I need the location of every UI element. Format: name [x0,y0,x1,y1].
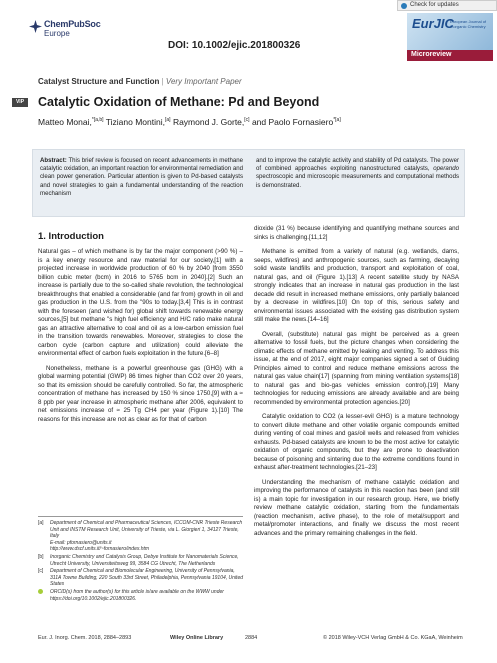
journal-logo [407,13,493,61]
doi-label[interactable]: DOI: 10.1002/ejic.201800326 [168,40,301,51]
vip-badge: VIP [12,98,28,107]
footnote-url[interactable]: http://www.dscf.units.it/~fornasiero/index.htm [50,546,150,553]
vip-label: Very Important Paper [165,77,242,86]
section-tag [38,77,242,86]
author-list [38,117,341,127]
check-for-updates-label: Check for updates [410,2,459,8]
abstract-text-right-a: and to improve the catalytic activity and stability of Pd catalysts. The power of combined approaches exploiting nanostructured catalysts, [256,157,459,173]
section-name: Catalyst Structure and Function [38,77,160,86]
journal-abbr: EurJIC [412,16,454,31]
affiliation-footnotes [38,520,243,603]
orcid-icon [38,589,43,594]
author-name: and Paolo Fornasiero [251,117,334,127]
footnote-key: [c] [38,568,44,575]
footnote-text[interactable]: ORCID(s) from the author(s) for this article is/are available on the WWW under https://doi.org/10.1002/ejic.201800326. [50,588,224,602]
body-left-column [38,248,243,430]
paragraph: Nonetheless, methane is a powerful greenhouse gas (GHG) with a global warming potential (GWP) 86 times higher than CO2 over 20 years, so that its emission should be carefully controlled. So far, the atmospheric concentration of methane has increased by 150 % since 1750,[9] with a ≈ 8 ppb per year increase in atmospheric methane after 2006, equivalent to net emissions increase of ≈ 25 Tg CH4 per year (Figure 1).[10] The reasons for this increase are not as clear as for that of carbon [38,364,243,423]
paragraph: Natural gas – of which methane is by far the major component (>90 %) – is a key energy resource and raw material for our society,[1] with a projected increase in worldwide production of 60 % by 2040 [from 3550 billion cubic meter (bcm) in 2016 to 5765 bcm in 2040].[2] Such an increase is partially due to the so-called shale revolution, the technological breakthroughs that enabled a considerable (and far from) growth in oil and gas production in the U.S. from the "90s to today.[3,4] This is in contrast with the foreseen (and wished for) global shift towards renewable energy sources,[5] but methane "s high fuel efficiency and H/C ratio make natural gas an attractive alternative to coal and oil as a low-carbon emission fuel in the transition towards renewables. Moreover, strategies to close the carbon cycle (carbon capture and utilization) could alleviate the environmental effect of carbon fuels exploitation in the future.[6–8] [38,248,243,357]
footer-copyright: © 2018 Wiley-VCH Verlag GmbH & Co. KGaA, Weinheim [323,635,463,641]
chempubsoc-star-icon [29,20,42,33]
author-affiliation: *[a,b] [91,117,104,124]
footnote [38,568,243,588]
footnote [38,554,243,567]
section-separator: | [161,77,164,86]
footnote-text: Inorganic Chemistry and Catalysis Group, Debye Institute for Nanomaterials Science, Utrecht University, Universiteitsweg 99, 3584 CG Utrecht, The Netherlands [50,553,239,567]
footnote-divider [38,516,243,517]
paragraph: Catalytic oxidation to CO2 (a lesser-evil GHG) is a mature technology to convert dilute methane and other volatile organic compounds emitted during venting of coal mines and gas/oil wells and released from vehicles exhausts. Pd-based catalysts are known to be the most active for catalytic oxidation of organic compounds, but they are prone to deactivation because of poisoning and sintering due to the extreme conditions found in exhaust after-treatment technologies.[21–23] [254,413,459,471]
abstract-text-right-b: spectroscopic and microscopic measurements and computational methods is demonstrated. [256,173,459,189]
footnote-email[interactable]: E-mail: pfornasiero@units.it [50,539,112,546]
journal-full-name: European Journal of Inorganic Chemistry [450,19,487,29]
journal-section: Microreview [411,51,452,58]
abstract-right-column [256,157,459,190]
body-right-column [254,225,459,544]
publisher-name: ChemPubSoc [44,19,101,29]
update-icon [401,3,407,9]
footer-page-number: 2884 [245,635,258,641]
section-heading-introduction: 1. Introduction [38,231,104,242]
abstract-label: Abstract: [40,157,67,164]
abstract-left-column [40,157,243,198]
publisher-sub: Europe [44,29,70,38]
footnote-key: [b] [38,553,44,560]
author-affiliation: [c] [244,117,250,124]
footnote-key: [a] [38,520,44,526]
footer-library[interactable]: Wiley Online Library [170,635,224,641]
paragraph: Overall, (substitute) natural gas might be perceived as a green alternative to fossil fuels, but the picture changes when considering the climatic effects of methane emitted by leaking and venting. To address this issue, at the end of 2017, eight major companies signed a set of Guiding Principles aimed to control and reduce methane emissions across the natural gas value chain[17] (spanning from mining ventilation systems[18] to natural gas and bio-gas vehicles emission control).[19] Many technologies for reducing emissions are already available and are being recommended by environmental protection agencies.[20] [254,330,459,406]
paragraph: Understanding the mechanism of methane catalytic oxidation and improving the performance of catalysts in this reaction has been (and still is) a main topic for investigation in our research group. Here, we briefly review methane catalytic oxidation, starting from the fundamentals (reaction mechanism, active phase), to the role of metal/support and metal/promoter interactions, and finally we discuss the most recent advances and the primary remaining challenges in the field. [254,478,459,537]
publisher-logo [29,17,99,43]
author-affiliation: [a] [165,117,171,124]
abstract-box [32,149,465,217]
check-for-updates-button[interactable] [397,0,497,11]
journal-section-band [407,50,493,61]
paragraph: dioxide (31 %) because identifying and quantifying methane sources and sinks is challenging.[11,12] [254,225,459,241]
abstract-text-right-em: operando [433,165,459,173]
author-name: Raymond J. Gorte, [172,117,245,127]
footnote-text: Department of Chemical and Pharmaceutical Sciences, ICCOM-CNR Trieste Research Unit and INSTM Research Unit, University of Trieste, via L. Giorgieri 1, 34127 Trieste, Italy [50,520,243,540]
journal-logo-banner [407,13,493,50]
footnote-text: Department of Chemical and Biomolecular Engineering, University of Pennsylvania, 311A Towne Building, 220 South 33rd Street, Philadelphia, Pennsylvania 19104, United States [50,568,244,588]
author-name: Tiziano Montini, [105,117,165,127]
abstract-text-left: This brief review is focused on recent advancements in methane catalytic oxidation, an important reaction for environmental remediation and clean power generation. Particular attention is given to Pd-based catalysts and novel strategies to gain a fundamental understanding of the reaction mechanism [40,157,244,197]
footnote [38,589,243,602]
paragraph: Methane is emitted from a variety of natural (e.g. wetlands, dams, seeps, wildfires) and anthropogenic sources, such as farming, decaying solid waste landfills and production, transport and exploitation of coal, natural gas, and oil (Figure 1).[13] A recent satellite study by NASA strongly indicates that an increase in natural gas production in the last decade did result in increased methane emissions, only partially balanced by a decrease in wildfires.[10] On top of this, serious safety and environmental issues associated with the existing gas distribution system still make the news.[14–16] [254,248,459,323]
footnote [38,520,243,553]
author-affiliation: *[a] [333,117,341,124]
article-title: Catalytic Oxidation of Methane: Pd and Beyond [38,95,320,109]
author-name: Matteo Monai, [38,117,92,127]
footer-citation: Eur. J. Inorg. Chem. 2018, 2884–2893 [38,635,132,641]
